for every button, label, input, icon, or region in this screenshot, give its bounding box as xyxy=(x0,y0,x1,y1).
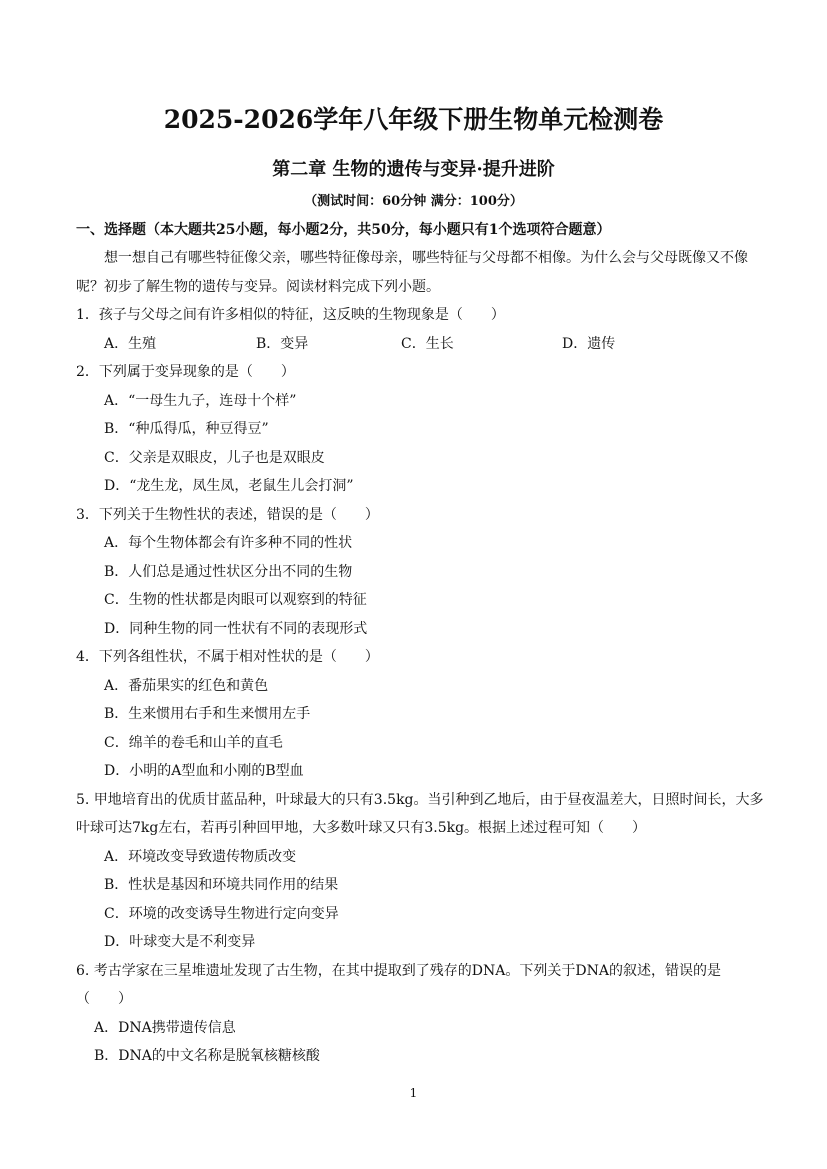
option-d: D．叶球变大是不利变异 xyxy=(104,934,256,950)
option-b: B．性状是基因和环境共同作用的结果 xyxy=(104,877,339,893)
option-a: A．DNA携带遗传信息 xyxy=(94,1019,236,1036)
option-d: D．遗传 xyxy=(562,335,616,352)
option-a: A．环境改变导致遗传物质改变 xyxy=(104,848,297,865)
option-d: D．同种生物的同一性状有不同的表现形式 xyxy=(104,620,368,637)
option-a: A．“一母生九子，连母十个样” xyxy=(104,392,297,409)
option-a: A．番茄果实的红色和黄色 xyxy=(104,677,269,694)
option-c: C．父亲是双眼皮，儿子也是双眼皮 xyxy=(104,449,325,466)
question-5-stem: 5. 甲地培育出的优质甘蓝品种，叶球最大的只有3.5kg。当引种到乙地后，由于昼夜温差大，日照时间长，大多叶球可达7kg左右，若再引种回甲地，大多数叶球又只有3.5kg。根据上述过程可知（ ） xyxy=(76,791,764,836)
option-c: C．生物的性状都是肉眼可以观察到的特征 xyxy=(104,592,367,608)
option-b: B．人们总是通过性状区分出不同的生物 xyxy=(104,563,353,580)
option-b: B．变异 xyxy=(256,335,309,352)
question-3-stem: 3．下列关于生物性状的表述，错误的是（ ） xyxy=(76,506,379,523)
question-body xyxy=(76,244,766,1071)
question-1-options xyxy=(76,330,766,359)
question-2-stem: 2．下列属于变异现象的是（ ） xyxy=(76,364,295,380)
option-b: B．“种瓜得瓜，种豆得豆” xyxy=(104,421,269,437)
option-c: C．绵羊的卷毛和山羊的直毛 xyxy=(104,734,283,751)
question-6-stem: 6. 考古学家在三星堆遗址发现了古生物，在其中提取到了残存的DNA。下列关于DNA的叙述，错误的是（ ） xyxy=(76,962,721,1007)
option-c: C．环境的改变诱导生物进行定向变异 xyxy=(104,905,339,922)
question-4-stem: 4．下列各组性状，不属于相对性状的是（ ） xyxy=(76,649,379,665)
option-b: B．生来惯用右手和生来惯用左手 xyxy=(104,706,311,722)
option-c: C．生长 xyxy=(401,335,454,352)
page-number: 1 xyxy=(409,1086,418,1100)
option-d: D．“龙生龙，凤生凤，老鼠生儿会打洞” xyxy=(104,478,354,494)
exam-title: 2025-2026学年八年级下册生物单元检测卷 xyxy=(163,105,664,134)
option-b: B．DNA的中文名称是脱氧核糖核酸 xyxy=(94,1048,320,1064)
section-heading: 一、选择题（本大题共25小题，每小题2分，共50分，每小题只有1个选项符合题意） xyxy=(76,222,611,238)
option-a: A．每个生物体都会有许多种不同的性状 xyxy=(104,535,353,551)
question-1-stem: 1．孩子与父母之间有许多相似的特征，这反映的生物现象是（ ） xyxy=(76,307,505,323)
reading-intro: 想一想自己有哪些特征像父亲，哪些特征像母亲，哪些特征与父母都不相像。为什么会与父母既像又不像呢？初步了解生物的遗传与变异。阅读材料完成下列小题。 xyxy=(76,250,748,295)
chapter-subtitle: 第二章 生物的遗传与变异·提升进阶 xyxy=(272,159,555,180)
option-a: A．生殖 xyxy=(104,335,157,352)
exam-meta: （测试时间：60分钟 满分：100分） xyxy=(304,194,523,209)
option-d: D．小明的A型血和小刚的B型血 xyxy=(104,763,304,779)
